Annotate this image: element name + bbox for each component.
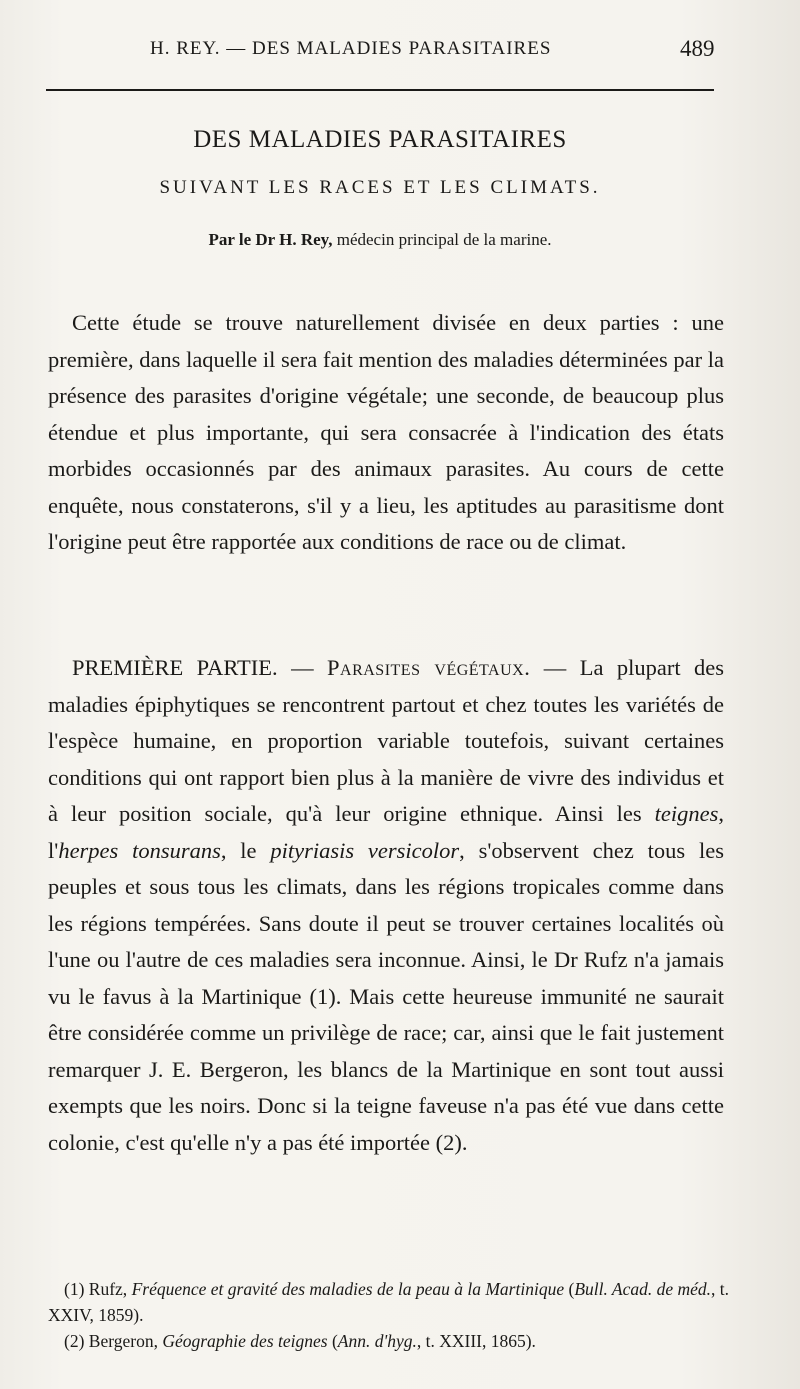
italic-herpes: herpes tonsurans [58,837,221,863]
footnote-1-ref: , t. XXIV, 1859). [48,1279,730,1325]
footnote-1-author: (1) Rufz, [64,1279,132,1299]
byline-author: Par le Dr H. Rey, [208,230,333,249]
byline [0,230,760,250]
italic-teignes: teignes [654,801,719,826]
paragraph-text-2: , l' [48,801,724,863]
paragraph-intro: Cette étude se trouve naturellement divisée en deux parties : une première, dans laquelle il sera fait mention des maladies déterminées par la présence des parasites d'origine végétale; une seconde, de beaucoup plus étendue et plus importante, qui sera consacrée à l'indication des états morbides occasionnés par des animaux parasites. Au cours de cette enquête, nous constaterons, s'il y a lieu, les aptitudes au parasitisme dont l'origine peut être rapportée aux conditions de race ou de climat. [48,310,724,554]
section-lead-smallcaps: Parasites végétaux. [327,655,531,680]
italic-pityriasis: pityriasis versicolor [270,837,460,863]
paragraph-premiere-partie [48,650,724,1161]
byline-role: médecin principal de la marine. [332,230,552,249]
footnote-2 [48,1328,738,1354]
footnote-1-title: Fréquence et gravité des maladies de la peau à la Martinique [131,1279,565,1299]
section-lead: PREMIÈRE PARTIE. — [72,655,327,680]
footnotes [48,1276,738,1354]
paragraph-text-1: — La plupart des maladies épiphytiques se rencontrent partout et chez toutes les variétés de l'espèce humaine, en proportion variable toutefois, suivant certaines conditions qui ont rapport bien plus à la manière de vivre des individus et à leur position sociale, qu'à leur origine ethnique. Ainsi les [48,655,725,826]
header-rule [46,89,714,91]
footnote-1 [48,1276,738,1328]
page-number: 489 [680,36,715,61]
footnote-2-source: Ann. d'hyg. [337,1331,417,1351]
article-title: DES MALADIES PARASITAIRES [193,126,567,153]
paragraph-text-4: , s'observent chez tous les peuples et sous tous les climats, dans les régions tropicales comme dans les régions tempérées. Sans doute il peut se trouver certaines localités où l'une ou l'autre de ces maladies sera inconnue. Ainsi, le Dr Rufz n'a jamais vu le favus à la Martinique (1). Mais cette heureuse immunité ne saurait être considérée comme un privilège de race; car, ainsi que le fait justement remarquer J. E. Bergeron, les blancs de la Martinique en sont tout aussi exempts que les noirs. Donc si la teigne faveuse n'a pas été vue dans cette colonie, c'est qu'elle n'y a pas été importée (2). [48,837,724,1155]
paragraph-text-3: , le [220,837,271,863]
footnote-2-ref: , t. XXIII, 1865). [416,1331,536,1351]
running-head [0,38,760,70]
footnote-1-sep: ( [564,1279,575,1299]
running-head-title: H. REY. — DES MALADIES PARASITAIRES [150,38,552,59]
article-subtitle: SUIVANT LES RACES ET LES CLIMATS. [159,177,601,198]
footnote-2-author: (2) Bergeron, [64,1331,163,1351]
footnote-2-sep: ( [327,1331,338,1351]
footnote-2-title: Géographie des teignes [162,1331,328,1351]
footnote-1-source: Bull. Acad. de méd. [574,1279,712,1299]
